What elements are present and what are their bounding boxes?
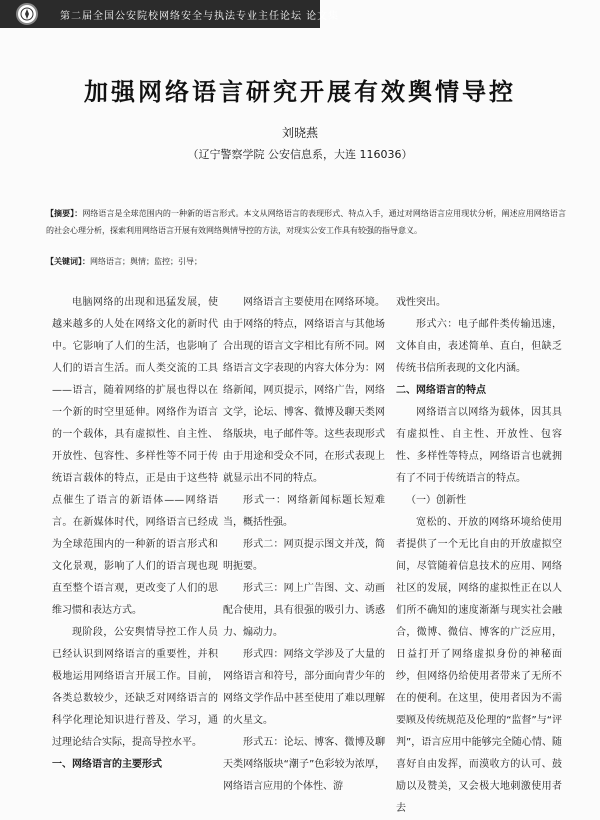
column-1: [52, 292, 218, 776]
paragraph: 形式四：网络文学涉及了大量的网络语言和符号，部分面向青少年的网络文学作品中甚至使用了难以理解的火星文。: [223, 649, 385, 726]
paragraph: 网络语言主要使用在网络环境。由于网络的特点，网络语言与其他场合出现的语言文字相比有所不同。网络语言文字表现的内容大体分为：网络新闻，网页提示，网络广告，网络文学，论坛、博客、微博及聊天类网络版块，电子邮件等。这些表现形式由于用途和受众不同，在形式表现上就显示出不同的特点。: [223, 297, 385, 484]
abstract-text: 网络语言是全球范围内的一种新的语言形式。本文从网络语言的表现形式、特点入手，通过对网络语言应用现状分析，阐述应用网络语言的社会心理分析，探索利用网络语言开展有效网络舆情导控的方法，对现实公安工作具有较强的指导意义。: [46, 209, 566, 235]
paragraph: 宽松的、开放的网络环境给使用者提供了一个无比自由的开放虚拟空间，尽管随着信息技术的应用、网络社区的发展，网络的虚拟性正在以人们所不确知的速度渐渐与现实社会融合，微博、微信、博客的广泛应用，日益打开了网络虚拟身份的神秘面纱，但网络仍给使用者带来了无所不在的便利。在这里，使用者因为不需要顾及传统规范及伦理的“监督”与“评判”，语言应用中能够完全随心情、随喜好自由发挥，而漠收方的认可、鼓励以及赞美，又会极大地刺激使用者去: [396, 517, 562, 814]
abstract-label: 【摘要】：: [46, 209, 83, 218]
paragraph: 现阶段，公安舆情导控工作人员已经认识到网络语言的重要性，并积极地运用网络语言开展工作。目前，各类总数较少，还缺乏对网络语言的科学化理论知识进行普及、学习，通过理论结合实际，提高导控水平。: [52, 627, 218, 748]
header-text: 第二届全国公安院校网络安全与执法专业主任论坛 论文集: [60, 11, 340, 22]
author-name: 刘晓燕: [281, 126, 318, 140]
section-heading: 二、网络语言的特点: [396, 385, 486, 396]
paper-title: 加强网络语言研究开展有效舆情导控: [84, 78, 516, 106]
paragraph: 形式三：网上广告图、文、动画配合使用，具有很强的吸引力、诱惑力、煽动力。: [223, 583, 385, 638]
abstract: [46, 205, 566, 239]
keywords-label: 【关键词】：: [46, 257, 90, 266]
publisher-logo-icon: [16, 3, 38, 25]
paragraph: 形式五：论坛、博客、微博及聊天类网络版块“潮子”色彩较为浓厚，网络语言应用的个体性、游: [223, 737, 385, 792]
author-affiliation: （辽宁警察学院 公安信息系，大连 116036）: [187, 148, 413, 161]
running-header: [0, 0, 340, 28]
keywords-text: 网络语言；舆情；监控；引导；: [90, 257, 202, 266]
paragraph: 形式二：网页提示图文并茂，简明扼要。: [223, 539, 385, 572]
paragraph: 电脑网络的出现和迅猛发展，使越来越多的人处在网络文化的新时代中。它影响了人们的生活，也影响了人们的语言生活。而人类交流的工具——语言，随着网络的扩展也得以在一个新的时空里延伸。网络作为语言的一个载体，具有虚拟性、自主性、开放性、包容性、多样性等不同于传统语言载体的特点，正是由于这些特点催生了语言的新语体——网络语言。在新媒体时代，网络语言已经成为全球范围内的一种新的语言形式和文化景观，影响了人们的语言现也现直至整个语言观，更改变了人们的思维习惯和表达方式。: [52, 297, 218, 616]
paragraph: 戏性突出。: [396, 297, 446, 308]
column-2: [223, 292, 385, 798]
column-3: [396, 292, 562, 820]
subsection-heading: （一）创新性: [406, 495, 466, 506]
keywords: [46, 256, 566, 267]
paragraph: 网络语言以网络为载体，因其具有虚拟性、自主性、开放性、包容性、多样性等特点，网络语言也就拥有了不同于传统语言的特点。: [396, 407, 562, 484]
paragraph: 形式六：电子邮件类传输迅速，文体自由，表述简单、直白，但缺乏传统书信所表现的文化内涵。: [396, 319, 562, 374]
section-heading: 一、网络语言的主要形式: [52, 759, 162, 770]
paragraph: 形式一：网络新闻标题长短难当，概括性强。: [223, 495, 385, 528]
